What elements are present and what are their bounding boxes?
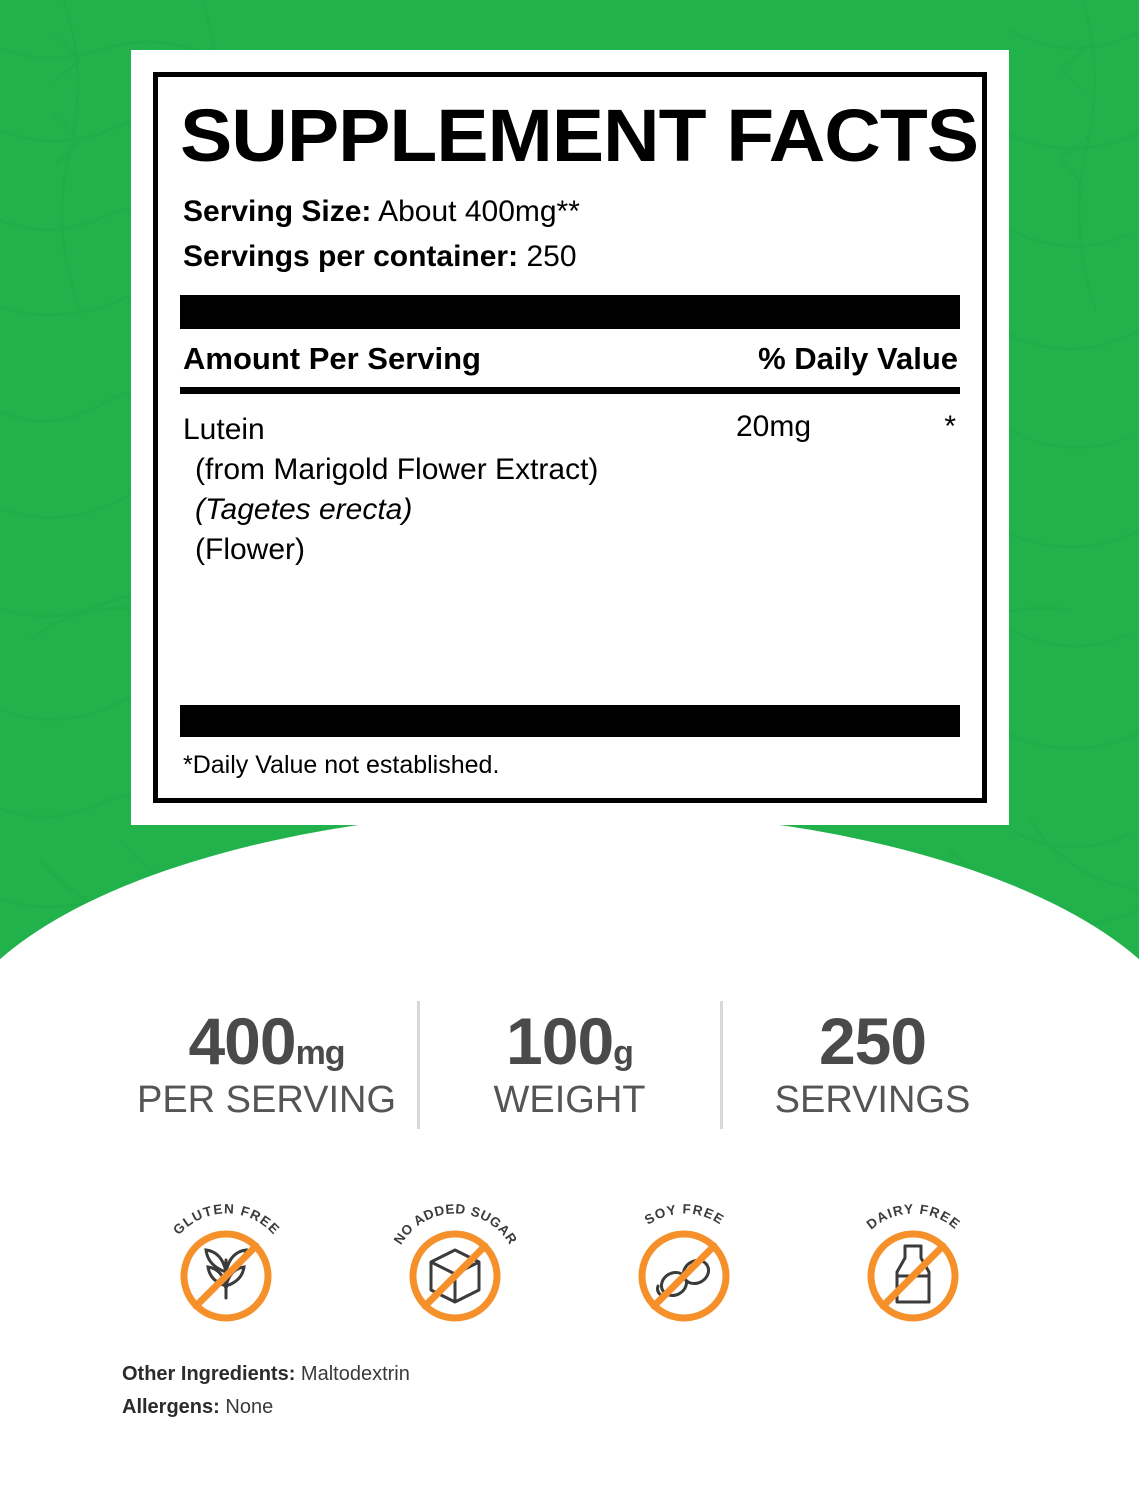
stat-weight-unit: g bbox=[613, 1034, 633, 1073]
stat-per-serving-unit: mg bbox=[295, 1034, 345, 1073]
medium-rule bbox=[180, 387, 960, 394]
ingredient-source: (from Marigold Flower Extract) bbox=[195, 452, 599, 486]
other-ingredients-row bbox=[122, 1358, 1022, 1391]
stats-strip bbox=[0, 985, 1139, 1145]
servings-per-container-label: Servings per container: bbox=[183, 239, 519, 273]
dairy-free-icon bbox=[831, 1180, 996, 1330]
svg-text:SOY FREE bbox=[641, 1201, 726, 1227]
supplement-facts-card bbox=[131, 50, 1009, 825]
serving-size-row bbox=[183, 189, 960, 234]
stat-weight-label: WEIGHT bbox=[493, 1079, 646, 1122]
other-ingredients-label: Other Ingredients: bbox=[122, 1363, 296, 1385]
stat-weight bbox=[420, 1004, 720, 1122]
stat-per-serving bbox=[117, 1004, 417, 1122]
svg-text:NO ADDED SUGAR bbox=[390, 1201, 519, 1247]
allergens-value: None bbox=[225, 1396, 274, 1418]
gluten-free-icon bbox=[144, 1180, 309, 1330]
stat-per-serving-label: PER SERVING bbox=[136, 1079, 397, 1122]
serving-size-value: About 400mg** bbox=[378, 194, 580, 228]
stat-weight-number bbox=[420, 1004, 720, 1079]
stat-servings bbox=[723, 1004, 1023, 1122]
allergens-row bbox=[122, 1391, 1022, 1424]
dairy-free-label: DAIRY FREE bbox=[863, 1201, 963, 1233]
stat-weight-value: 100 bbox=[506, 1004, 614, 1079]
servings-per-container-value: 250 bbox=[526, 239, 577, 273]
no-added-sugar-icon bbox=[373, 1180, 538, 1330]
servings-per-container-row bbox=[183, 234, 960, 279]
supplement-facts-border-box bbox=[153, 72, 987, 803]
stat-servings-value: 250 bbox=[818, 1004, 927, 1079]
heavy-rule-top bbox=[180, 295, 960, 329]
stat-servings-label: SERVINGS bbox=[774, 1079, 971, 1122]
soy-free-icon bbox=[602, 1180, 767, 1330]
page-title: SUPPLEMENT FACTS bbox=[180, 94, 979, 177]
no-added-sugar-label: NO ADDED SUGAR bbox=[390, 1201, 520, 1248]
other-info-block bbox=[122, 1358, 1022, 1424]
column-header-amount: Amount Per Serving bbox=[183, 340, 481, 376]
stat-per-serving-value: 400 bbox=[188, 1004, 296, 1079]
ingredient-name: Lutein bbox=[183, 412, 265, 446]
ingredient-row bbox=[180, 394, 960, 604]
stat-servings-number bbox=[723, 1004, 1023, 1079]
ingredient-plant-part: (Flower) bbox=[195, 533, 305, 567]
heavy-rule-bottom bbox=[180, 705, 960, 737]
svg-text:DAIRY FREE bbox=[863, 1201, 963, 1232]
serving-size-label: Serving Size: bbox=[183, 194, 372, 228]
soy-free-label: SOY FREE bbox=[641, 1201, 727, 1228]
certification-badges bbox=[0, 1180, 1139, 1330]
other-ingredients-value: Maltodextrin bbox=[300, 1363, 410, 1385]
daily-value-footnote: *Daily Value not established. bbox=[183, 751, 500, 779]
column-header-daily-value: % Daily Value bbox=[758, 340, 958, 376]
gluten-free-label: GLUTEN FREE bbox=[169, 1201, 283, 1238]
table-header-row bbox=[180, 329, 960, 387]
ingredient-latin-name: (Tagetes erecta) bbox=[195, 493, 413, 527]
allergens-label: Allergens: bbox=[122, 1396, 220, 1418]
ingredient-amount: 20mg bbox=[736, 409, 812, 443]
ingredient-daily-value: * bbox=[944, 409, 956, 443]
stat-per-serving-number bbox=[117, 1004, 417, 1079]
